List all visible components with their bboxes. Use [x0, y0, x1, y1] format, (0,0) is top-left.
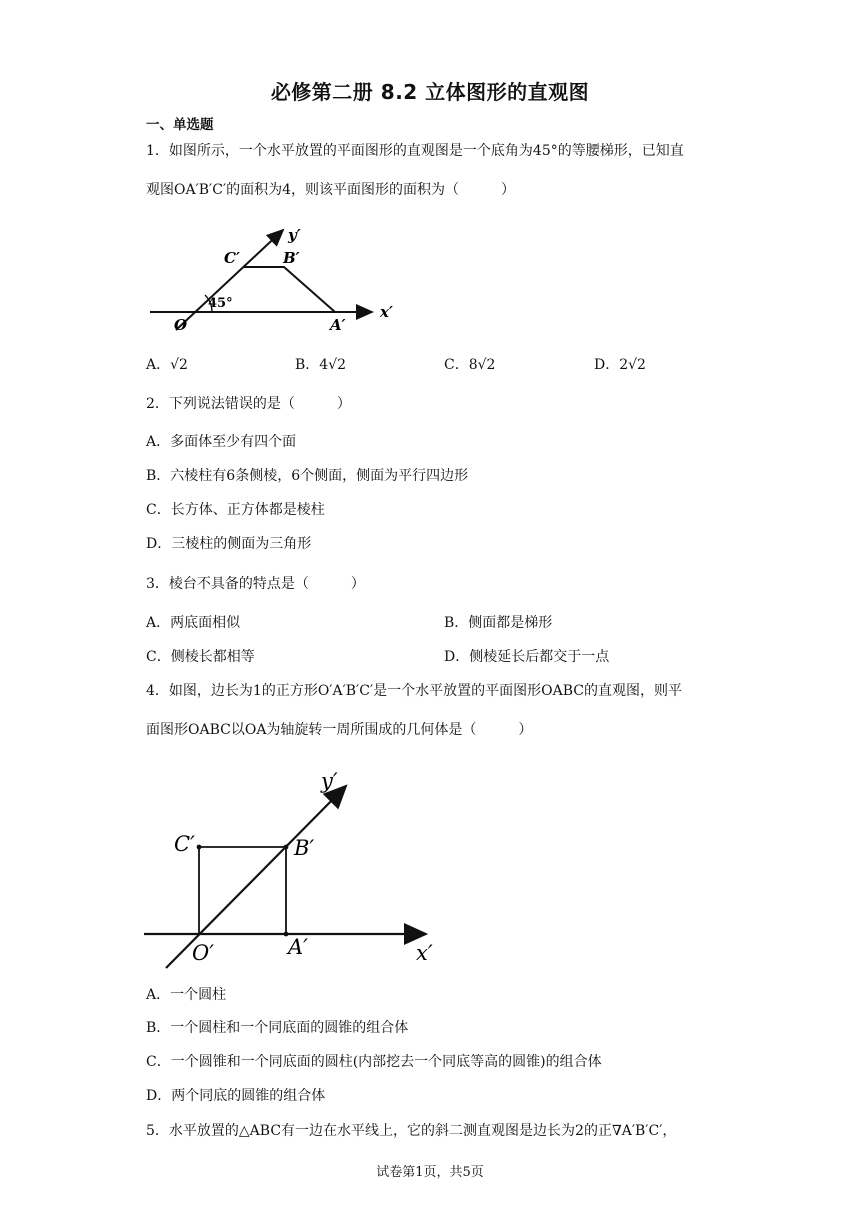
q1-option-a[interactable]: A．√2 [146, 357, 188, 373]
q4-figure-square [140, 762, 450, 972]
q2-stem: 2．下列说法错误的是（ ） [146, 396, 351, 412]
section-heading: 一、单选题 [146, 117, 214, 133]
q1-stem-line1: 1．如图所示，一个水平放置的平面图形的直观图是一个底角为45°的等腰梯形，已知直 [146, 143, 684, 159]
q1-label-a: A′ [330, 316, 346, 334]
q1-stem-line2: 观图OA′B′C′的面积为4，则该平面图形的面积为（ ） [146, 182, 516, 198]
q4-label-o: O′ [192, 941, 214, 965]
page-footer: 试卷第1页，共5页 [376, 1165, 484, 1180]
q4-label-c: C′ [174, 832, 195, 856]
q4-stem-line1: 4．如图，边长为1的正方形O′A′B′C′是一个水平放置的平面图形OABC的直观图，则平 [146, 683, 682, 699]
q1-option-b[interactable]: B．4√2 [295, 357, 347, 373]
q4-option-b[interactable]: B．一个圆柱和一个同底面的圆锥的组合体 [146, 1020, 409, 1036]
q4-point-b [284, 845, 289, 850]
q4-label-b: B′ [294, 836, 315, 860]
q4-label-a: A′ [288, 935, 308, 959]
q1-option-c[interactable]: C．8√2 [444, 357, 496, 373]
q4-point-c [197, 845, 202, 850]
q1-figure-trapezoid [140, 218, 410, 343]
q4-option-a[interactable]: A．一个圆柱 [146, 987, 227, 1003]
q1-label-angle: 45° [208, 296, 233, 311]
q4-label-x: x′ [416, 941, 433, 965]
page-title: 必修第二册 8.2 立体图形的直观图 [270, 80, 590, 104]
q3-option-c[interactable]: C．侧棱长都相等 [146, 649, 255, 665]
q1-trapezoid-edges [244, 267, 335, 312]
q2-option-b[interactable]: B．六棱柱有6条侧棱，6个侧面，侧面为平行四边形 [146, 468, 469, 484]
q2-option-d[interactable]: D．三棱柱的侧面为三角形 [146, 536, 312, 552]
q5-stem-line1: 5．水平放置的△ABC有一边在水平线上，它的斜二测直观图是边长为2的正∇A′B′C′， [146, 1123, 677, 1139]
q1-label-c: C′ [224, 249, 240, 267]
q1-y-axis [176, 230, 283, 330]
q1-label-x: x′ [380, 303, 393, 321]
q2-option-c[interactable]: C．长方体、正方体都是棱柱 [146, 502, 325, 518]
q3-stem: 3．棱台不具备的特点是（ ） [146, 576, 365, 592]
q2-option-a[interactable]: A．多面体至少有四个面 [146, 434, 297, 450]
q4-option-c[interactable]: C．一个圆锥和一个同底面的圆柱(内部挖去一个同底等高的圆锥)的组合体 [146, 1054, 602, 1070]
q1-option-d[interactable]: D．2√2 [594, 357, 646, 373]
q3-option-b[interactable]: B．侧面都是梯形 [444, 615, 553, 631]
q1-label-b: B′ [283, 249, 300, 267]
q4-label-y: y′ [321, 769, 338, 793]
q4-option-d[interactable]: D．两个同底的圆锥的组合体 [146, 1088, 326, 1104]
q1-label-y: y′ [288, 226, 301, 244]
q3-option-d[interactable]: D．侧棱延长后都交于一点 [444, 649, 610, 665]
q1-label-o: O [174, 316, 188, 334]
q4-stem-line2: 面图形OABC以OA为轴旋转一周所围成的几何体是（ ） [146, 722, 533, 738]
q3-option-a[interactable]: A．两底面相似 [146, 615, 241, 631]
